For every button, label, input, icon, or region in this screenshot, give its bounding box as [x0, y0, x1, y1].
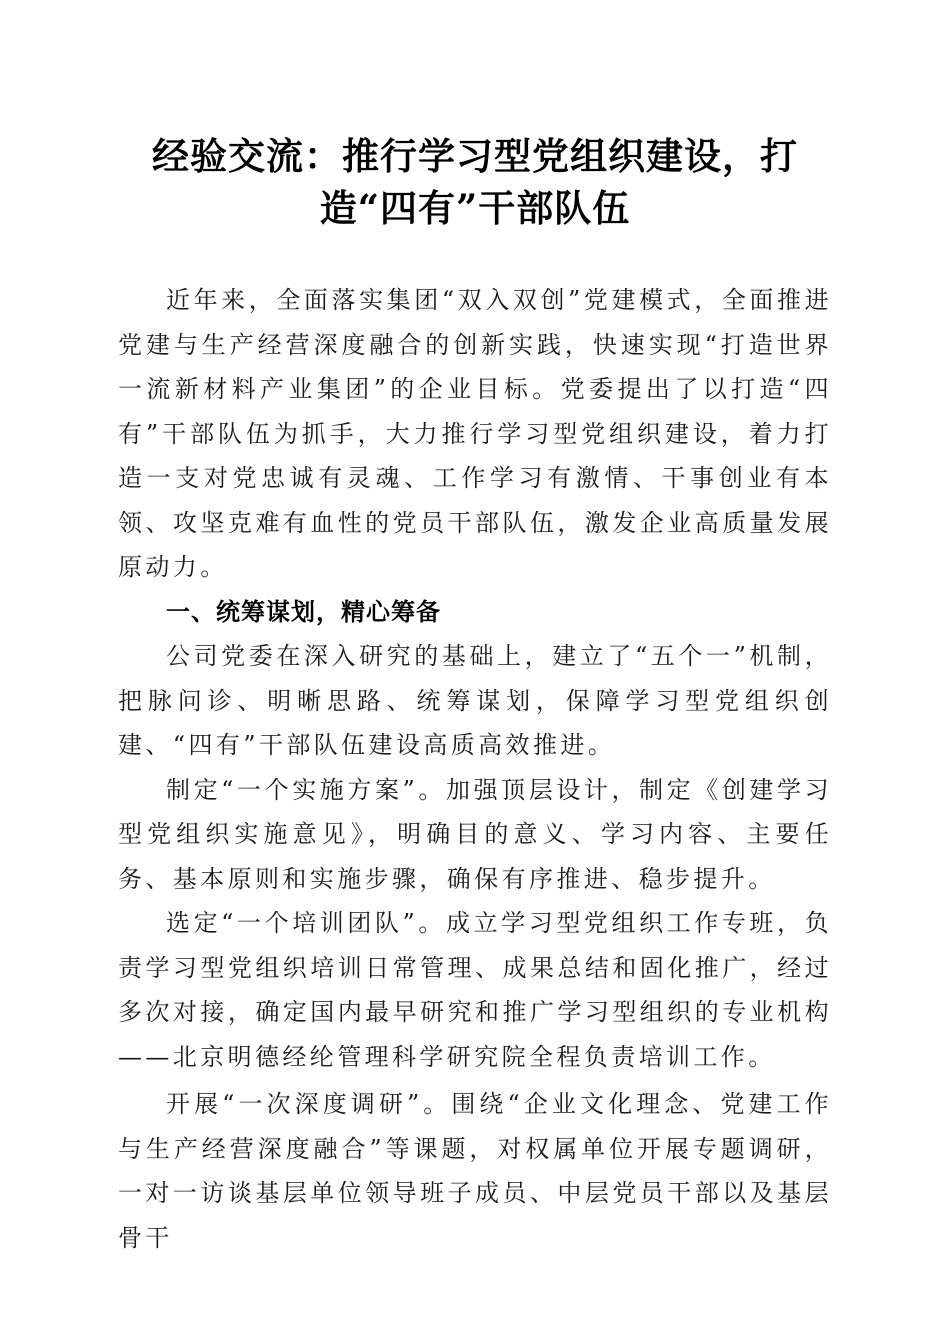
section-heading: 一、统筹谋划，精心筹备 [166, 596, 441, 626]
intro-paragraph: 近年来，全面落实集团“双入双创”党建模式，全面推进党建与生产经营深度融合的创新实践，快速实现“打造世界一流新材料产业集团”的企业目标。党委提出了以打造“四有”干部队伍为抓手，大力推行学习型党组织建设，着力打造一支对党忠诚有灵魂、工作学习有激情、干事创业有本领、攻坚克难有血性的党员干部队伍，激发企业高质量发展原动力。 [118, 286, 832, 581]
document-title: 经验交流：推行学习型党组织建设，打造“四有”干部队伍 [152, 134, 798, 230]
body-paragraph: 选定“一个培训团队”。成立学习型党组织工作专班，负责学习型党组织培训日常管理、成果总结和固化推广，经过多次对接，确定国内最早研究和推广学习型组织的专业机构——北京明德经纶管理科学研究院全程负责培训工作。 [118, 909, 832, 1071]
body-paragraph: 开展“一次深度调研”。围绕“企业文化理念、党建工作与生产经营深度融合”等课题，对权属单位开展专题调研，一对一访谈基层单位领导班子成员、中层党员干部以及基层骨干 [118, 1090, 832, 1252]
body-paragraph: 制定“一个实施方案”。加强顶层设计，制定《创建学习型党组织实施意见》，明确目的意义、学习内容、主要任务、基本原则和实施步骤，确保有序推进、稳步提升。 [118, 775, 832, 893]
body-paragraph: 公司党委在深入研究的基础上，建立了“五个一”机制，把脉问诊、明晰思路、统筹谋划，保障学习型党组织创建、“四有”干部队伍建设高质高效推进。 [118, 642, 832, 759]
document-body [118, 278, 832, 1260]
